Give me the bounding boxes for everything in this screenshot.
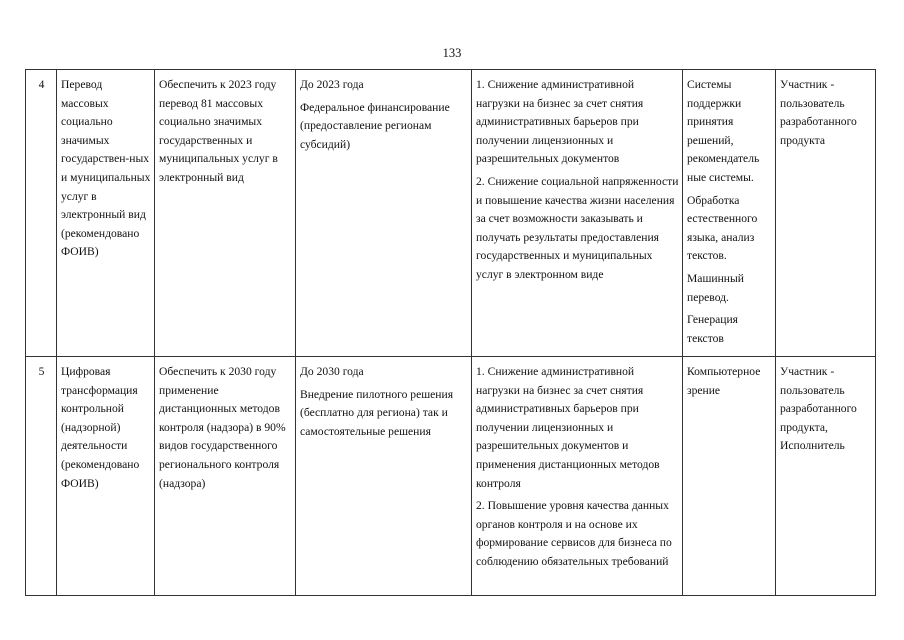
measure-deadline-cell	[296, 357, 472, 596]
technology-item: Генерация текстов	[687, 313, 738, 345]
measure-effects-cell	[472, 70, 683, 357]
page-number: 133	[442, 46, 462, 60]
measures-table	[25, 69, 876, 596]
technology-item: Обработка естественного языка, анализ текстов.	[687, 193, 758, 263]
measure-goal: Обеспечить к 2023 году перевод 81 массовых социально значимых государственных и муниципальных услуг в электронный вид	[155, 70, 296, 357]
technology-item: Системы поддержки принятия решений, рекомендатель ные системы.	[687, 78, 760, 184]
table-row	[26, 357, 876, 596]
measure-goal: Обеспечить к 2030 году применение дистанционных методов контроля (надзора) в 90% видов государственного регионального контроля (надзора)	[155, 357, 296, 596]
measure-deadline: До 2023 года	[300, 78, 364, 91]
row-number: 4	[26, 70, 57, 357]
measure-effects-cell	[472, 357, 683, 596]
technology-item: Машинный перевод.	[687, 271, 744, 304]
measure-financing: Федеральное финансирование (предоставление регионам субсидий)	[300, 100, 450, 151]
effect-item: 2. Снижение социальной напряженности и повышение качества жизни населения за счет возможности заказывать и получать результаты предоставления государственных и муниципальных услуг в электронном виде	[476, 174, 679, 281]
measure-technologies-cell	[683, 357, 776, 596]
measure-role: Участник - пользователь разработанного продукта, Исполнитель	[776, 357, 876, 596]
technology-item: Компьютерное зрение	[687, 365, 761, 397]
row-number: 5	[26, 357, 57, 596]
measure-name: Цифровая трансформация контрольной (надзорной) деятельности (рекомендовано ФОИВ)	[57, 357, 155, 596]
effect-item: 1. Снижение административной нагрузки на бизнес за счет снятия административных барьеров при получении лицензионных и разрешительных документов	[476, 78, 644, 166]
measure-financing: Внедрение пилотного решения (бесплатно для региона) так и самостоятельные решения	[300, 387, 454, 438]
effect-item: 1. Снижение административной нагрузки на бизнес за счет снятия административных барьеров при получении лицензионных и разрешительных документов и применения дистанционных методов контроля	[476, 365, 660, 490]
effect-item: 2. Повышение уровня качества данных органов контроля и на основе их формирование сервисов для бизнеса по соблюдению обязательных требований	[476, 499, 672, 568]
measure-role: Участник - пользователь разработанного продукта	[776, 70, 876, 357]
table-row	[26, 70, 876, 357]
measure-deadline-cell	[296, 70, 472, 357]
measure-deadline: До 2030 года	[300, 365, 364, 378]
measure-name: Перевод массовых социально значимых государствен-ных и муниципальных услуг в электронный вид (рекомендовано ФОИВ)	[57, 70, 155, 357]
measure-technologies-cell	[683, 70, 776, 357]
